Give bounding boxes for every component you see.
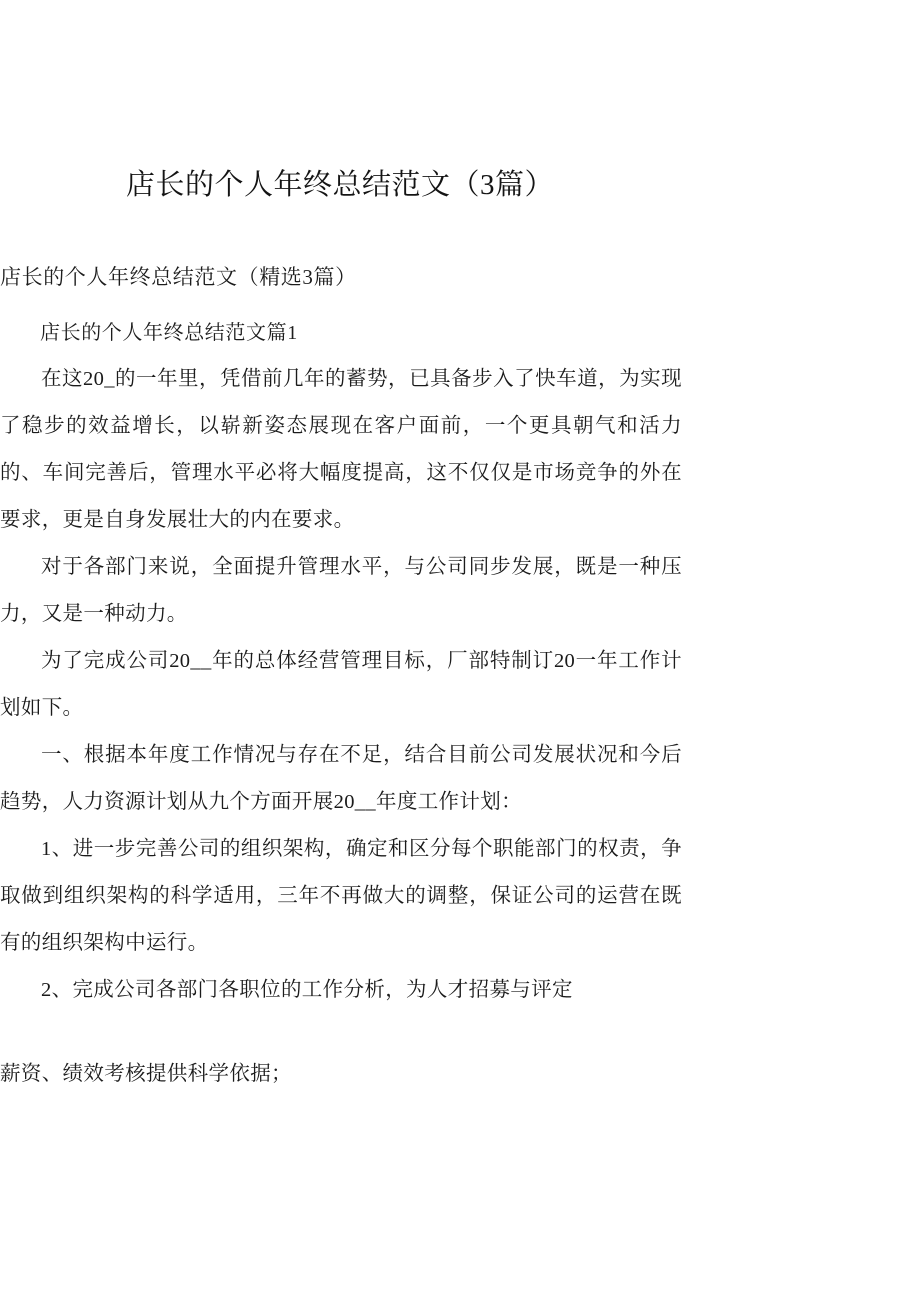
page-title: 店长的个人年终总结范文（3篇） bbox=[125, 169, 554, 201]
body-paragraph: 薪资、绩效考核提供科学依据； bbox=[0, 1063, 292, 1085]
document-subtitle: 店长的个人年终总结范文（精选3篇） bbox=[0, 265, 357, 289]
section-heading: 店长的个人年终总结范文篇1 bbox=[40, 322, 298, 344]
body-paragraph: 为了完成公司20__年的总体经营管理目标，厂部特制订20一年工作计划如下。 bbox=[0, 650, 682, 719]
body-paragraph: 对于各部门来说，全面提升管理水平，与公司同步发展，既是一种压力，又是一种动力。 bbox=[0, 556, 682, 625]
body-paragraph: 2、完成公司各部门各职位的工作分析，为人才招募与评定 bbox=[41, 979, 573, 1001]
body-paragraph: 在这20_的一年里，凭借前几年的蓄势，已具备步入了快车道，为实现了稳步的效益增长，以崭新姿态展现在客户面前，一个更具朝气和活力的、车间完善后，管理水平必将大幅度提高，这不仅仅是市场竞争的外在要求，更是自身发展壮大的内在要求。 bbox=[0, 368, 682, 531]
document-body bbox=[0, 356, 682, 1098]
body-paragraph: 一、根据本年度工作情况与存在不足，结合目前公司发展状况和今后趋势，人力资源计划从九个方面开展20__年度工作计划： bbox=[0, 744, 682, 813]
body-paragraph: 1、进一步完善公司的组织架构，确定和区分每个职能部门的权责，争取做到组织架构的科学适用，三年不再做大的调整，保证公司的运营在既有的组织架构中运行。 bbox=[0, 838, 682, 954]
